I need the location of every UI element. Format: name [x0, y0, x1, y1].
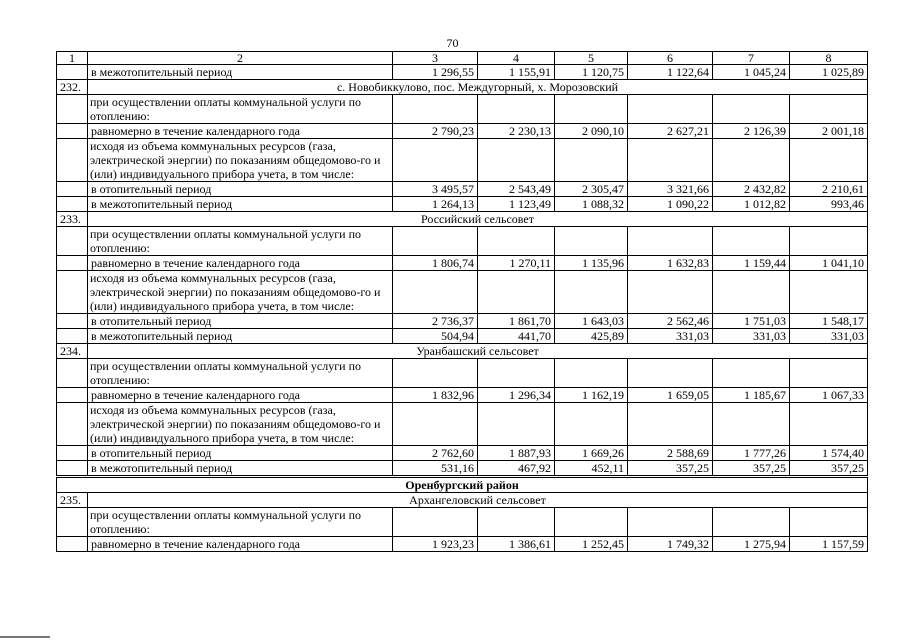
value-cell: 441,70: [478, 329, 555, 344]
empty-value-cell: [555, 271, 628, 314]
row-description: исходя из объема коммунальных ресурсов (газа, электрической энергии) по показаниям общедомово-го и (или) индивидуального прибора учета, в том числе:: [88, 271, 393, 314]
row-label: в отопительный период: [88, 446, 393, 461]
value-cell: 1 923,23: [393, 537, 478, 552]
section-row: [57, 212, 868, 227]
value-cell: 1 155,91: [478, 65, 555, 80]
value-cell: 1 157,59: [790, 537, 868, 552]
empty-value-cell: [628, 403, 713, 446]
row-label: равномерно в течение календарного года: [88, 256, 393, 271]
section-number: 235.: [57, 493, 88, 508]
data-row: [57, 256, 868, 271]
value-cell: 1 643,03: [555, 314, 628, 329]
value-cell: 531,16: [393, 461, 478, 477]
row-number-cell: [57, 124, 88, 139]
row-label: в отопительный период: [88, 314, 393, 329]
value-cell: 1 025,89: [790, 65, 868, 80]
value-cell: 1 270,11: [478, 256, 555, 271]
empty-value-cell: [713, 508, 790, 537]
value-cell: 1 159,44: [713, 256, 790, 271]
value-cell: 331,03: [628, 329, 713, 344]
empty-value-cell: [713, 227, 790, 256]
row-label: в межотопительный период: [88, 197, 393, 212]
value-cell: 1 832,96: [393, 388, 478, 403]
value-cell: 1 386,61: [478, 537, 555, 552]
header-cell: 6: [628, 52, 713, 65]
empty-value-cell: [790, 508, 868, 537]
row-number-cell: [57, 256, 88, 271]
value-cell: 1 185,67: [713, 388, 790, 403]
row-description: при осуществлении оплаты коммунальной услуги по отоплению:: [88, 359, 393, 388]
row-number-cell: [57, 403, 88, 446]
empty-value-cell: [555, 508, 628, 537]
value-cell: 1 296,55: [393, 65, 478, 80]
value-cell: 1 162,19: [555, 388, 628, 403]
value-cell: 2 562,46: [628, 314, 713, 329]
description-row: [57, 403, 868, 446]
empty-value-cell: [713, 403, 790, 446]
value-cell: 1 659,05: [628, 388, 713, 403]
empty-value-cell: [713, 359, 790, 388]
value-cell: 1 777,26: [713, 446, 790, 461]
value-cell: 1 045,24: [713, 65, 790, 80]
tariff-table: [56, 51, 868, 552]
section-title: Уранбашский сельсовет: [88, 344, 868, 359]
scan-edge-mark: [0, 636, 50, 638]
header-row: [57, 52, 868, 65]
row-label: равномерно в течение календарного года: [88, 388, 393, 403]
empty-value-cell: [713, 271, 790, 314]
value-cell: 1 067,33: [790, 388, 868, 403]
empty-value-cell: [790, 139, 868, 182]
empty-value-cell: [393, 139, 478, 182]
empty-value-cell: [790, 227, 868, 256]
empty-value-cell: [478, 359, 555, 388]
empty-value-cell: [478, 139, 555, 182]
value-cell: 504,94: [393, 329, 478, 344]
value-cell: 1 861,70: [478, 314, 555, 329]
section-title: Архангеловский сельсовет: [88, 493, 868, 508]
empty-value-cell: [393, 403, 478, 446]
value-cell: 2 790,23: [393, 124, 478, 139]
value-cell: 1 123,49: [478, 197, 555, 212]
row-number-cell: [57, 95, 88, 124]
value-cell: 1 751,03: [713, 314, 790, 329]
data-row: [57, 537, 868, 552]
empty-value-cell: [628, 139, 713, 182]
value-cell: 1 264,13: [393, 197, 478, 212]
value-cell: 993,46: [790, 197, 868, 212]
empty-value-cell: [478, 271, 555, 314]
empty-value-cell: [478, 403, 555, 446]
row-label: равномерно в течение календарного года: [88, 124, 393, 139]
value-cell: 2 762,60: [393, 446, 478, 461]
empty-value-cell: [628, 359, 713, 388]
empty-value-cell: [393, 271, 478, 314]
empty-value-cell: [478, 95, 555, 124]
data-row: [57, 314, 868, 329]
row-number-cell: [57, 446, 88, 461]
row-number-cell: [57, 329, 88, 344]
section-row: [57, 80, 868, 95]
row-number-cell: [57, 139, 88, 182]
value-cell: 1 574,40: [790, 446, 868, 461]
description-row: [57, 508, 868, 537]
empty-value-cell: [628, 95, 713, 124]
row-number-cell: [57, 314, 88, 329]
row-number-cell: [57, 359, 88, 388]
value-cell: 2 588,69: [628, 446, 713, 461]
row-number-cell: [57, 65, 88, 80]
value-cell: 1 122,64: [628, 65, 713, 80]
empty-value-cell: [555, 359, 628, 388]
value-cell: 3 495,57: [393, 182, 478, 197]
row-number-cell: [57, 508, 88, 537]
value-cell: 2 432,82: [713, 182, 790, 197]
header-cell: 4: [478, 52, 555, 65]
description-row: [57, 139, 868, 182]
empty-value-cell: [393, 95, 478, 124]
header-cell: 3: [393, 52, 478, 65]
empty-value-cell: [713, 139, 790, 182]
row-number-cell: [57, 271, 88, 314]
description-row: [57, 227, 868, 256]
empty-value-cell: [628, 508, 713, 537]
row-label: в отопительный период: [88, 182, 393, 197]
value-cell: 1 275,94: [713, 537, 790, 552]
row-number-cell: [57, 388, 88, 403]
value-cell: 1 548,17: [790, 314, 868, 329]
value-cell: 1 090,22: [628, 197, 713, 212]
row-label: в межотопительный период: [88, 461, 393, 477]
empty-value-cell: [555, 227, 628, 256]
row-number-cell: [57, 197, 88, 212]
value-cell: 425,89: [555, 329, 628, 344]
section-number: 234.: [57, 344, 88, 359]
value-cell: 1 887,93: [478, 446, 555, 461]
value-cell: 357,25: [790, 461, 868, 477]
description-row: [57, 95, 868, 124]
empty-value-cell: [628, 227, 713, 256]
empty-value-cell: [628, 271, 713, 314]
header-cell: 8: [790, 52, 868, 65]
value-cell: 2 001,18: [790, 124, 868, 139]
description-row: [57, 271, 868, 314]
empty-value-cell: [555, 139, 628, 182]
header-cell: 1: [57, 52, 88, 65]
row-number-cell: [57, 537, 88, 552]
header-cell: 7: [713, 52, 790, 65]
data-row: [57, 124, 868, 139]
value-cell: 1 012,82: [713, 197, 790, 212]
value-cell: 357,25: [713, 461, 790, 477]
header-cell: 5: [555, 52, 628, 65]
row-number-cell: [57, 227, 88, 256]
data-row: [57, 446, 868, 461]
data-row: [57, 329, 868, 344]
row-label: в межотопительный период: [88, 329, 393, 344]
value-cell: 1 041,10: [790, 256, 868, 271]
data-row: [57, 197, 868, 212]
row-description: исходя из объема коммунальных ресурсов (газа, электрической энергии) по показаниям общедомово-го и (или) индивидуального прибора учета, в том числе:: [88, 139, 393, 182]
value-cell: 2 090,10: [555, 124, 628, 139]
row-description: при осуществлении оплаты коммунальной услуги по отоплению:: [88, 227, 393, 256]
value-cell: 1 120,75: [555, 65, 628, 80]
value-cell: 2 210,61: [790, 182, 868, 197]
header-cell: 2: [88, 52, 393, 65]
district-row: [57, 477, 868, 493]
value-cell: 1 749,32: [628, 537, 713, 552]
value-cell: 3 321,66: [628, 182, 713, 197]
section-number: 232.: [57, 80, 88, 95]
value-cell: 2 126,39: [713, 124, 790, 139]
district-title: Оренбургский район: [57, 477, 868, 493]
value-cell: 1 296,34: [478, 388, 555, 403]
data-row: [57, 388, 868, 403]
description-row: [57, 359, 868, 388]
row-number-cell: [57, 182, 88, 197]
value-cell: 1 806,74: [393, 256, 478, 271]
empty-value-cell: [555, 95, 628, 124]
empty-value-cell: [393, 359, 478, 388]
value-cell: 452,11: [555, 461, 628, 477]
value-cell: 357,25: [628, 461, 713, 477]
value-cell: 1 252,45: [555, 537, 628, 552]
value-cell: 467,92: [478, 461, 555, 477]
page-number: 70: [446, 36, 459, 50]
value-cell: 2 305,47: [555, 182, 628, 197]
section-number: 233.: [57, 212, 88, 227]
value-cell: 1 632,83: [628, 256, 713, 271]
value-cell: 1 135,96: [555, 256, 628, 271]
value-cell: 2 230,13: [478, 124, 555, 139]
data-row: [57, 65, 868, 80]
row-description: при осуществлении оплаты коммунальной услуги по отоплению:: [88, 95, 393, 124]
row-number-cell: [57, 461, 88, 477]
value-cell: 331,03: [790, 329, 868, 344]
section-title: с. Новобиккулово, пос. Междугорный, х. Морозовский: [88, 80, 868, 95]
empty-value-cell: [790, 403, 868, 446]
section-row: [57, 344, 868, 359]
value-cell: 2 543,49: [478, 182, 555, 197]
data-row: [57, 461, 868, 477]
data-row: [57, 182, 868, 197]
section-title: Российский сельсовет: [88, 212, 868, 227]
value-cell: 2 627,21: [628, 124, 713, 139]
row-description: при осуществлении оплаты коммунальной услуги по отоплению:: [88, 508, 393, 537]
value-cell: 1 669,26: [555, 446, 628, 461]
empty-value-cell: [790, 95, 868, 124]
value-cell: 2 736,37: [393, 314, 478, 329]
empty-value-cell: [713, 95, 790, 124]
empty-value-cell: [393, 508, 478, 537]
empty-value-cell: [393, 227, 478, 256]
empty-value-cell: [555, 403, 628, 446]
row-label: равномерно в течение календарного года: [88, 537, 393, 552]
empty-value-cell: [790, 359, 868, 388]
row-description: исходя из объема коммунальных ресурсов (газа, электрической энергии) по показаниям общедомово-го и (или) индивидуального прибора учета, в том числе:: [88, 403, 393, 446]
empty-value-cell: [790, 271, 868, 314]
value-cell: 331,03: [713, 329, 790, 344]
empty-value-cell: [478, 508, 555, 537]
empty-value-cell: [478, 227, 555, 256]
section-row: [57, 493, 868, 508]
row-label: в межотопительный период: [88, 65, 393, 80]
value-cell: 1 088,32: [555, 197, 628, 212]
